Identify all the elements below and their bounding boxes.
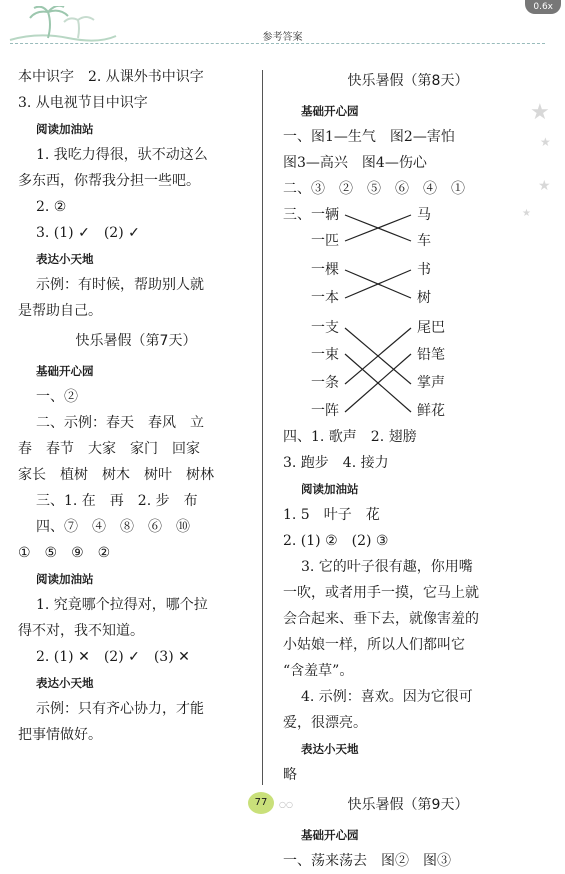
answer-line: 图3—高兴 图4—伤心 — [283, 155, 427, 171]
answer-line: 四、⑦ ④ ⑧ ⑥ ⑩ — [36, 519, 190, 535]
decorative-star-icon: ★ — [530, 100, 550, 125]
page-header-title: 参考答案 — [262, 32, 303, 43]
answer-line: 1. 我吃力得很，驮不动这么 — [36, 147, 208, 163]
answer-line: 一吹，或者用手一摸，它马上就 — [283, 585, 479, 601]
matching-exercise-2 — [283, 254, 533, 312]
column-divider — [262, 70, 263, 785]
match-right-item: 尾巴 — [417, 320, 445, 336]
answer-line: 小姑娘一样，所以人们都叫它 — [283, 637, 465, 653]
match-left-item: 一支 — [311, 320, 339, 336]
match-prefix: 三、 — [283, 207, 311, 223]
answer-line: 三、1. 在 再 2. 步 布 — [36, 493, 198, 509]
answer-line: 3. 跑步 4. 接力 — [283, 455, 389, 471]
match-right-item: 鲜花 — [417, 403, 445, 419]
answer-line: 家长 植树 树木 树叶 树林 — [18, 467, 214, 483]
page-dots-decoration: ○○ — [279, 800, 293, 809]
subsection-label: 表达小天地 — [36, 676, 94, 690]
match-right-item: 树 — [417, 290, 431, 306]
match-left-item: 一棵 — [311, 262, 339, 278]
answer-line: 四、1. 歌声 2. 翅膀 — [283, 429, 417, 445]
decorative-star-icon: ★ — [538, 178, 551, 194]
subsection-label: 阅读加油站 — [36, 572, 94, 586]
decorative-star-icon: ★ — [540, 135, 551, 149]
answer-line: ① ⑤ ⑨ ② — [18, 545, 111, 561]
match-left-item: 一阵 — [311, 403, 339, 419]
answer-line: 一、② — [36, 389, 78, 405]
match-right-item: 铅笔 — [417, 347, 445, 363]
answer-line: 1. 究竟哪个拉得对，哪个拉 — [36, 597, 208, 613]
match-right-item: 车 — [417, 233, 431, 249]
answer-line: 爱，很漂亮。 — [283, 715, 367, 731]
answer-line: 是帮助自己。 — [18, 303, 102, 319]
match-left-item: 一匹 — [311, 233, 339, 249]
answer-line: 二、③ ② ⑤ ⑥ ④ ① — [283, 181, 465, 197]
answer-line: 春 春节 大家 家门 回家 — [18, 441, 200, 457]
answer-line: 一、图1—生气 图2—害怕 — [283, 129, 455, 145]
header-divider — [10, 43, 545, 44]
page-number: 77 — [248, 792, 274, 814]
match-left-item: 一本 — [311, 290, 339, 306]
match-left-item: 一条 — [311, 375, 339, 391]
match-right-item: 书 — [417, 262, 431, 278]
answer-line: 本中识字 2. 从课外书中识字 — [18, 69, 204, 85]
answer-line: 示例：有时候，帮助别人就 — [36, 277, 204, 293]
match-right-item: 马 — [417, 207, 431, 223]
subsection-label: 表达小天地 — [36, 252, 94, 266]
matching-exercise-1 — [283, 202, 533, 254]
answer-line: 得不对，我不知道。 — [18, 623, 144, 639]
subsection-label: 阅读加油站 — [36, 122, 94, 136]
answer-line: 略 — [283, 767, 297, 783]
answer-line: 把事情做好。 — [18, 727, 102, 743]
subsection-label: 基础开心园 — [301, 828, 359, 842]
subsection-label: 阅读加油站 — [301, 482, 359, 496]
answer-line: 3. (1) ✓ (2) ✓ — [36, 225, 140, 241]
zoom-indicator[interactable]: 0.6x — [525, 0, 561, 14]
subsection-label: 表达小天地 — [301, 742, 359, 756]
answer-line: 多东西，你帮我分担一些吧。 — [18, 173, 200, 189]
left-column — [18, 64, 254, 748]
answer-line: 2. ② — [36, 199, 67, 215]
subsection-label: 基础开心园 — [301, 104, 359, 118]
answer-line: 二、示例：春天 春风 立 — [36, 415, 204, 431]
answer-line: 一、荡来荡去 图② 图③ — [283, 853, 451, 869]
answer-line: 1. 5 叶子 花 — [283, 507, 380, 523]
answer-line: 3. 从电视节目中识字 — [18, 95, 148, 111]
answer-line: 2. (1) ✕ (2) ✓ (3) ✕ — [36, 649, 190, 665]
match-left-item: 一辆 — [311, 207, 339, 223]
answer-line: “含羞草”。 — [283, 663, 354, 679]
answer-line: 3. 它的叶子很有趣，你用嘴 — [301, 559, 473, 575]
subsection-label: 基础开心园 — [36, 364, 94, 378]
right-column — [283, 64, 533, 874]
answer-line: 2. (1) ② (2) ③ — [283, 533, 389, 549]
answer-line: 4. 示例：喜欢。因为它很可 — [301, 689, 473, 705]
answer-line: 会合起来、垂下去，就像害羞的 — [283, 611, 479, 627]
match-left-item: 一束 — [311, 347, 339, 363]
section-heading: 快乐暑假（第9天） — [347, 797, 469, 813]
match-right-item: 掌声 — [417, 375, 445, 391]
answer-line: 示例：只有齐心协力，才能 — [36, 701, 204, 717]
section-heading: 快乐暑假（第7天） — [75, 333, 197, 349]
matching-exercise-3 — [283, 312, 533, 424]
section-heading: 快乐暑假（第8天） — [347, 73, 469, 89]
decorative-star-icon: ★ — [522, 208, 531, 219]
